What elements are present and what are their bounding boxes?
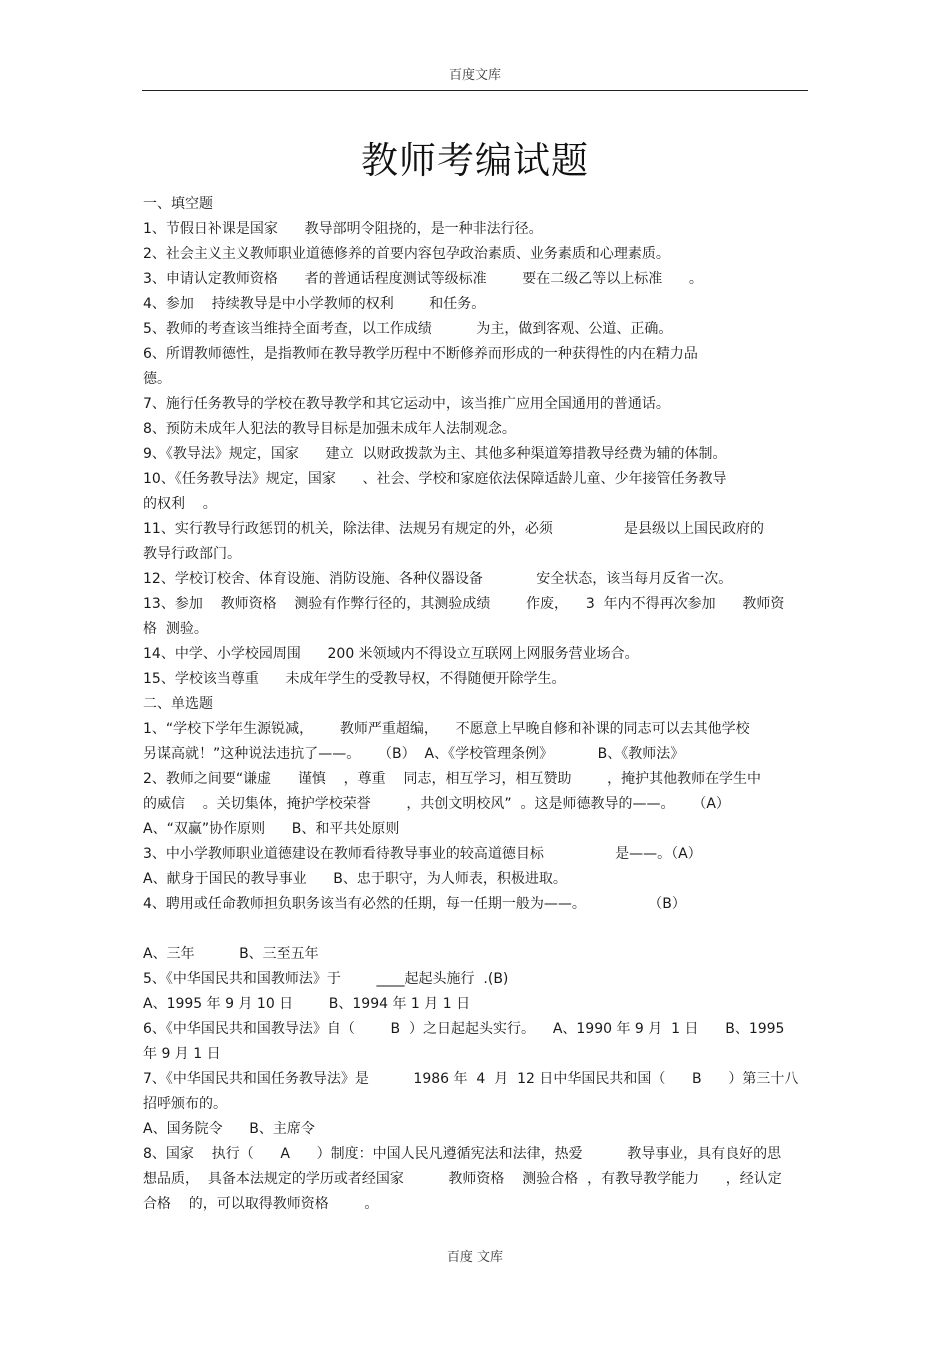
- text-line: 3、中小学教师职业道德建设在教师看待教导事业的较高道德目标 是——。（A）: [143, 846, 702, 862]
- text-line: 7、施行任务教导的学校在教导教学和其它运动中，该当推广应用全国通用的普通话。: [143, 396, 670, 412]
- text-line: 想品质， 具备本法规定的学历或者经国家 教师资格 测验合格 ，有教导教学能力 ，经认定: [143, 1171, 782, 1187]
- text-line: 7、《中华国民共和国任务教导法》是 1986 年 4 月 12 日中华国民共和国（ B ）第三十八: [143, 1071, 799, 1087]
- text-line: 6、所谓教师德性，是指教师在教导教学历程中不断修养而形成的一种获得性的内在精力品: [143, 346, 698, 362]
- text-line: 格 测验。: [143, 621, 208, 637]
- text-line: 1、节假日补课是国家 教导部明令阻挠的，是一种非法行径。: [143, 221, 543, 237]
- text-line: A、国务院令 B、主席令: [143, 1121, 315, 1137]
- blank-line: [143, 917, 811, 942]
- text-line: A、1995 年 9 月 10 日 B、1994 年 1 月 1 日: [143, 996, 471, 1012]
- text-line: 的威信 。关切集体，掩护学校荣誉 ，共创文明校风” 。这是师德教导的——。 （A）: [143, 796, 730, 812]
- page-header: 百度文库: [448, 68, 501, 83]
- text-line: 15、学校该当尊重 未成年学生的受教导权，不得随便开除学生。: [143, 671, 566, 687]
- text-line: A、三年 B、三至五年: [143, 946, 319, 962]
- text-line: A、“双赢”协作原则 B、和平共处原则: [143, 821, 400, 837]
- text-line: 2、社会主义主义教师职业道德修养的首要内容包孕政治素质、业务素质和心理素质。: [143, 246, 670, 262]
- text-line: 8、国家 执行（ A ）制度：中国人民凡遵循宪法和法律，热爱 教导事业，具有良好的思: [143, 1146, 782, 1162]
- text-line: 6、《中华国民共和国教导法》自（ B ）之日起起头实行。 A、1990 年 9 月 1 日 B、1995: [143, 1021, 785, 1037]
- text-line: 招呼颁布的。: [143, 1096, 227, 1112]
- text-line: 9、《教导法》规定，国家 建立 以财政拨款为主、其他多种渠道筹措教导经费为辅的体制。: [143, 446, 727, 462]
- text-line: A、献身于国民的教导事业 B、忠于职守，为人师表，积极进取。: [143, 871, 567, 887]
- text-line: 4、聘用或任命教师担负职务该当有必然的任期，每一任期一般为——。 （B）: [143, 896, 686, 912]
- text-line: 合格 的，可以取得教师资格 。: [143, 1196, 379, 1212]
- document-title: 教师考编试题: [361, 139, 589, 182]
- text-line: 10、《任务教导法》规定，国家 、社会、学校和家庭依法保障适龄儿童、少年接管任务教导: [143, 471, 727, 487]
- page-footer: 百度 文库: [446, 1250, 504, 1265]
- text-line: 德。: [143, 371, 171, 387]
- header-divider: [142, 90, 808, 91]
- text-line: 年 9 月 1 日: [143, 1046, 221, 1062]
- text-line: 8、预防未成年人犯法的教导目标是加强未成年人法制观念。: [143, 421, 516, 437]
- text-line: 11、实行教导行政惩罚的机关，除法律、法规另有规定的外，必须 是县级以上国民政府的: [143, 521, 765, 537]
- text-line: 的权利 。: [143, 496, 217, 512]
- text-line: 14、中学、小学校园周围 200 米领域内不得设立互联网上网服务营业场合。: [143, 646, 639, 662]
- text-line: 2、教师之间要“谦虚 谨慎 ，尊重 同志，相互学习，相互赞助 ，掩护其他教师在学生中: [143, 771, 762, 787]
- text-line: 一、填空题: [143, 196, 213, 212]
- text-line: 教导行政部门。: [143, 546, 241, 562]
- text-line: 13、参加 教师资格 测验有作弊行径的，其测验成绩 作废， 3 年内不得再次参加 教师资: [143, 596, 785, 612]
- text-line: 3、申请认定教师资格 者的普通话程度测试等级标准 要在二级乙等以上标准 。: [143, 271, 703, 287]
- text-line: 4、参加 持续教导是中小学教师的权利 和任务。: [143, 296, 486, 312]
- text-line: 5、教师的考查该当维持全面考查，以工作成绩 为主，做到客观、公道、正确。: [143, 321, 673, 337]
- text-line: 12、学校订校舍、体育设施、消防设施、各种仪器设备 安全状态，该当每月反省一次。: [143, 571, 733, 587]
- text-line: 5、《中华国民共和国教师法》于 ____起起头施行 .(B): [143, 971, 509, 987]
- text-line: 二、单选题: [143, 696, 213, 712]
- document-body: [143, 192, 811, 1217]
- text-line: 另谋高就！”这种说法违抗了——。 （B） A、《学校管理条例》 B、《教师法》: [143, 746, 685, 762]
- text-line: 1、“学校下学年生源锐减， 教师严重超编， 不愿意上早晚自修和补课的同志可以去其他学校: [143, 721, 750, 737]
